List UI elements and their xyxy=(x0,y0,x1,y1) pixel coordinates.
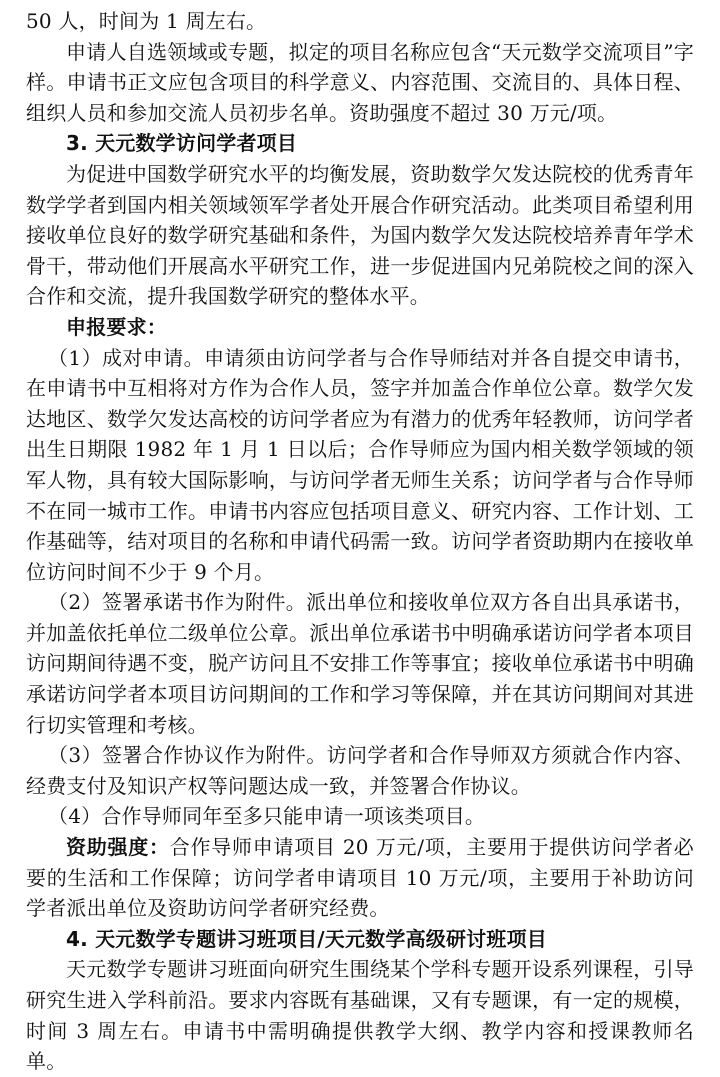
paragraph-duration: 50 人，时间为 1 周左右。 xyxy=(26,9,267,33)
label-funding: 资助强度： xyxy=(66,835,170,860)
requirement-item-4: （4）合作导师同年至多只能申请一项该类项目。 xyxy=(48,804,486,829)
paragraph-visiting-scholar-intro: 为促进中国数学研究水平的均衡发展，资助数学欠发达院校的优秀青年数学学者到国内相关领域领军学者处开展合作研究活动。此类项目希望利用接收单位良好的数学研究基础和条件，为国内数学欠发达院校培养青年学术骨干，带动他们开展高水平研究工作，进一步促进国内兄弟院校之间的深入合作和交流，提升我国数学研究的整体水平。 xyxy=(26,161,694,309)
requirement-item-3: （3）签署合作协议作为附件。访问学者和合作导师双方须就合作内容、经费支付及知识产权等问题达成一致，并签署合作协议。 xyxy=(26,743,694,798)
paragraph-funding xyxy=(26,832,694,924)
funding-text: 合作导师申请项目 20 万元/项，主要用于提供访问学者必要的生活和工作保障；访问学者申请项目 10 万元/项，主要用于补助访问学者派出单位及资助访问学者研究经费。 xyxy=(26,835,694,921)
paragraph-exchange-project: 申请人自选领域或专题，拟定的项目名称应包含“天元数学交流项目”字样。申请书正文应包含项目的科学意义、内容范围、交流目的、具体日程、组织人员和参加交流人员初步名单。资助强度不超过 30 万元/项。 xyxy=(26,39,694,125)
section-heading-visiting-scholar: 3. 天元数学访问学者项目 xyxy=(66,131,298,156)
requirement-item-1: （1）成对申请。申请须由访问学者与合作导师结对并各自提交申请书，在申请书中互相将对方作为合作人员，签字并加盖合作单位公章。数学欠发达地区、数学欠发达高校的访问学者应为有潜力的优秀年轻教师，访问学者出生日期限 1982 年 1 月 1 日以后；合作导师应为国内相关数学领域的领军人物，具有较大国际影响，与访问学者无师生关系；访问学者与合作导师不在同一城市工作。申请书内容应包括项目意义、研究内容、工作计划、工作基础等，结对项目的名称和申请代码需一致。访问学者资助期内在接收单位访问时间不少于 9 个月。 xyxy=(26,345,694,584)
requirement-item-2: （2）签署承诺书作为附件。派出单位和接收单位双方各自出具承诺书，并加盖依托单位二级单位公章。派出单位承诺书中明确承诺访问学者本项目访问期间待遇不变，脱产访问且不安排工作等事宜；接收单位承诺书中明确承诺访问学者本项目访问期间的工作和学习等保障，并在其访问期间对其进行切实管理和考核。 xyxy=(26,590,694,737)
section-heading-lecture-workshop: 4. 天元数学专题讲习班项目/天元数学高级研讨班项目 xyxy=(66,926,547,951)
paragraph-lecture-workshop: 天元数学专题讲习班面向研究生围绕某个学科专题开设系列课程，引导研究生进入学科前沿。要求内容既有基础课，又有专题课，有一定的规模，时间 3 周左右。申请书中需明确提供教学大纲、教学内容和授课教师名单。 xyxy=(26,957,694,1074)
label-requirements: 申报要求： xyxy=(66,314,167,339)
